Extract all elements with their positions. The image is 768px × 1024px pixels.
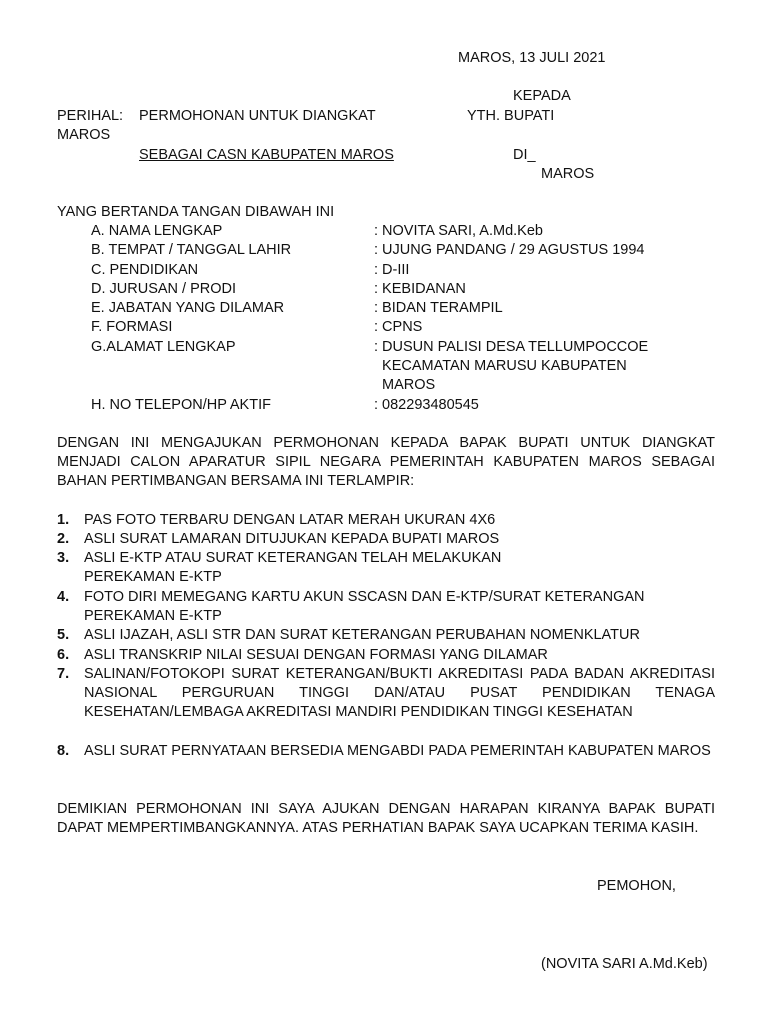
signature-role: PEMOHON, — [597, 878, 676, 894]
perihal-wrap: MAROS — [57, 127, 111, 143]
field-value: : NOVITA SARI, A.Md.Keb — [374, 223, 543, 239]
list-number: 6. — [57, 647, 70, 663]
field-value: MAROS — [374, 377, 436, 393]
field-label: D. JURUSAN / PRODI — [91, 281, 237, 297]
list-number: 2. — [57, 531, 70, 547]
letter-date: MAROS, 13 JULI 2021 — [458, 50, 606, 66]
field-value: : 082293480545 — [374, 397, 479, 413]
field-value: : KEBIDANAN — [374, 281, 466, 297]
list-text: ASLI E-KTP ATAU SURAT KETERANGAN TELAH MELAKUKAN PEREKAMAN E-KTP — [84, 550, 502, 585]
body-paragraph: DENGAN INI MENGAJUKAN PERMOHONAN KEPADA BAPAK BUPATI UNTUK DIANGKAT MENJADI CALON APARATUR SIPIL NEGARA PEMERINTAH KABUPATEN MAROS SEBAGAI BAHAN PERTIMBANGAN BERSAMA INI TERLAMPIR: — [57, 435, 715, 489]
field-label: E. JABATAN YANG DILAMAR — [91, 300, 285, 316]
list-number: 3. — [57, 550, 70, 566]
field-value: KECAMATAN MARUSU KABUPATEN — [374, 358, 627, 374]
field-label: F. FORMASI — [91, 319, 173, 335]
list-number: 8. — [57, 743, 70, 759]
list-text: SALINAN/FOTOKOPI SURAT KETERANGAN/BUKTI AKREDITASI PADA BADAN AKREDITASI NASIONAL PERGURUAN TINGGI DAN/ATAU PUSAT PENDIDIKAN TENAGA KESEHATAN/LEMBAGA AKREDITASI MANDIRI PENDIDIKAN TINGGI KESEHATAN — [84, 666, 715, 720]
list-text: ASLI IJAZAH, ASLI STR DAN SURAT KETERANGAN PERUBAHAN NOMENKLATUR — [84, 627, 640, 643]
field-label: C. PENDIDIKAN — [91, 262, 199, 278]
field-label: G.ALAMAT LENGKAP — [91, 339, 236, 355]
list-text: ASLI SURAT PERNYATAAN BERSEDIA MENGABDI PADA PEMERINTAH KABUPATEN MAROS — [84, 743, 711, 759]
list-number: 5. — [57, 627, 70, 643]
perihal-label: PERIHAL: — [57, 108, 124, 124]
field-label: B. TEMPAT / TANGGAL LAHIR — [91, 242, 292, 258]
recipient-place: MAROS — [541, 166, 595, 182]
list-text: ASLI TRANSKRIP NILAI SESUAI DENGAN FORMASI YANG DILAMAR — [84, 647, 548, 663]
recipient-kepada: KEPADA — [513, 88, 571, 104]
list-number: 1. — [57, 512, 70, 528]
list-text: FOTO DIRI MEMEGANG KARTU AKUN SSCASN DAN E-KTP/SURAT KETERANGAN PEREKAMAN E-KTP — [84, 589, 645, 624]
field-value: : BIDAN TERAMPIL — [374, 300, 503, 316]
field-value: : D-III — [374, 262, 410, 278]
field-label: A. NAMA LENGKAP — [91, 223, 223, 239]
perihal-subject-line2: SEBAGAI CASN KABUPATEN MAROS — [139, 147, 394, 163]
intro-text: YANG BERTANDA TANGAN DIBAWAH INI — [57, 204, 335, 220]
field-value: : DUSUN PALISI DESA TELLUMPOCCOE — [374, 339, 649, 355]
list-number: 7. — [57, 666, 70, 682]
field-value: : CPNS — [374, 319, 423, 335]
closing-paragraph: DEMIKIAN PERMOHONAN INI SAYA AJUKAN DENGAN HARAPAN KIRANYA BAPAK BUPATI DAPAT MEMPERTIMBANGKANNYA. ATAS PERHATIAN BAPAK SAYA UCAPKAN TERIMA KASIH. — [57, 801, 715, 836]
field-label: H. NO TELEPON/HP AKTIF — [91, 397, 271, 413]
list-text: PAS FOTO TERBARU DENGAN LATAR MERAH UKURAN 4X6 — [84, 512, 496, 528]
signature-name: (NOVITA SARI A.Md.Keb) — [541, 956, 708, 972]
list-text: ASLI SURAT LAMARAN DITUJUKAN KEPADA BUPATI MAROS — [84, 531, 500, 547]
recipient-yth: YTH. BUPATI — [467, 108, 555, 124]
field-value: : UJUNG PANDANG / 29 AGUSTUS 1994 — [374, 242, 645, 258]
perihal-subject-line1: PERMOHONAN UNTUK DIANGKAT — [139, 108, 376, 124]
recipient-di: DI_ — [513, 147, 536, 163]
list-number: 4. — [57, 589, 70, 605]
